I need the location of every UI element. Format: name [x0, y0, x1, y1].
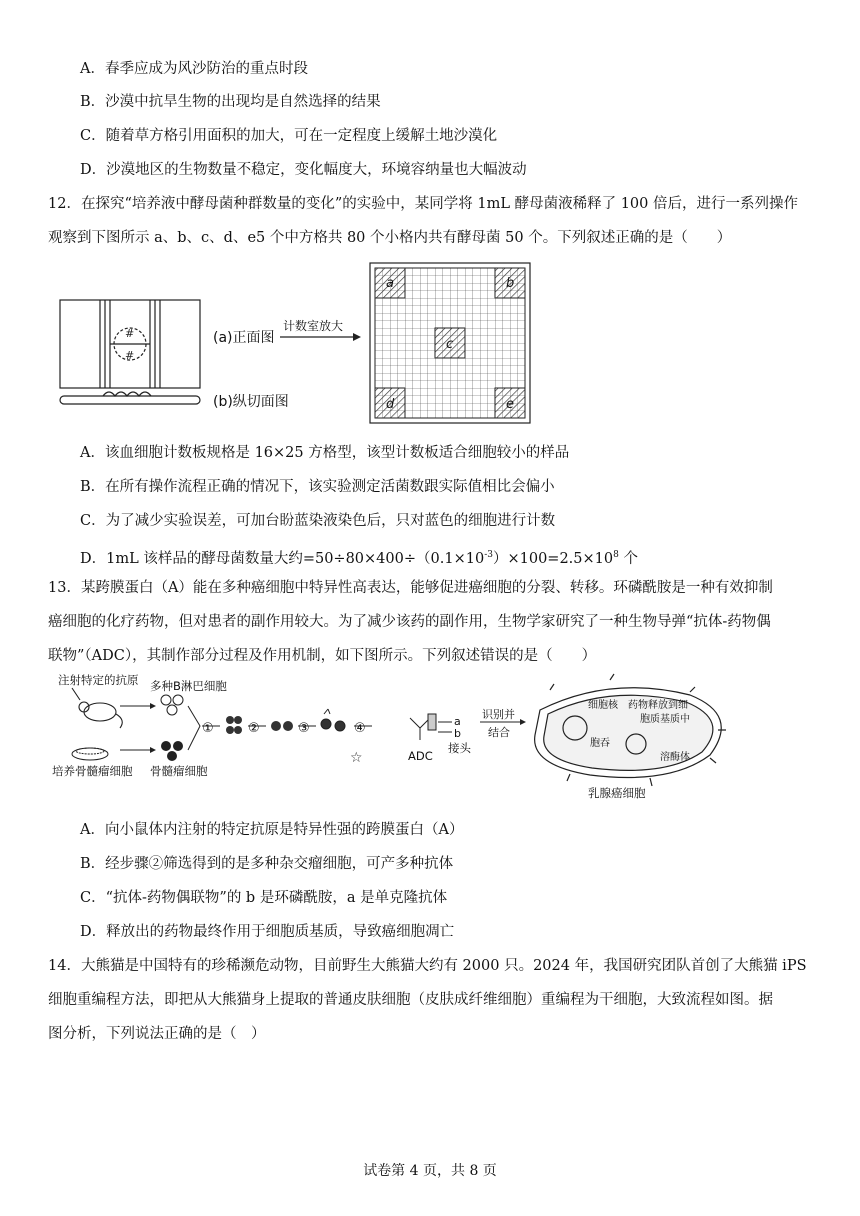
q14-stem-line1: 14．大熊猫是中国特有的珍稀濒危动物，目前野生大熊猫大约有 2000 只。2024 年，我国研究团队首创了大熊猫 iPS — [48, 958, 807, 974]
q11-option-b: B．沙漠中抗旱生物的出现均是自然选择的结果 — [80, 94, 381, 110]
q11-option-d: D．沙漠地区的生物数量不稳定，变化幅度大，环境容纳量也大幅波动 — [80, 162, 527, 178]
section-view-label: (b)纵切面图 — [213, 394, 289, 410]
antigen-injection-label: 注射特定的抗原 — [58, 673, 139, 687]
joint-label: 接头 — [448, 741, 471, 755]
q13-stem-line1: 13．某跨膜蛋白（A）能在多种癌细胞中特异性高表达，能够促进癌细胞的分裂、转移。环磷酰胺是一种有效抑制 — [48, 580, 773, 596]
q14-stem-line2: 细胞重编程方法，即把从大熊猫身上提取的普通皮肤细胞（皮肤成纤维细胞）重编程为干细胞，大致流程如图。据 — [48, 992, 773, 1008]
breast-cancer-cell-label: 乳腺癌细胞 — [588, 786, 646, 800]
svg-text:#: # — [125, 349, 135, 362]
mouse-icon — [72, 688, 122, 728]
svg-text:☆: ☆ — [350, 750, 363, 766]
svg-text:#: # — [125, 327, 135, 340]
q13-figure — [50, 670, 770, 820]
step-3: ③ — [298, 721, 310, 736]
counting-chamber-section-view — [60, 392, 200, 404]
drug-release-label-line2: 胞质基质中 — [640, 714, 690, 725]
drug-release-label-line1: 药物释放到细 — [628, 700, 688, 711]
nucleus-label: 细胞核 — [588, 700, 618, 711]
square-label-d: d — [386, 397, 395, 412]
q14-stem-line3: 图分析，下列说法正确的是（ ） — [48, 1026, 266, 1042]
myeloma-cells-icon — [161, 741, 183, 761]
antibody-producing-cells-icon — [321, 709, 345, 731]
q13-option-b: B．经步骤②筛选得到的是多种杂交瘤细胞，可产多种抗体 — [80, 856, 454, 872]
q12-option-b: B．在所有操作流程正确的情况下，该实验测定活菌数跟实际值相比会偏小 — [80, 479, 555, 495]
square-label-a: a — [386, 276, 394, 291]
recognize-label-line1: 识别并 — [482, 708, 515, 721]
q12-figure — [55, 258, 575, 433]
q12-option-a: A．该血细胞计数板规格是 16×25 方格型，该型计数板适合细胞较小的样品 — [80, 445, 570, 461]
adc-icon — [410, 714, 452, 740]
q12-stem-line1: 12．在探究“培养液中酵母菌种群数量的变化”的实验中，某同学将 1mL 酵母菌液稀释了 100 倍后，进行一系列操作 — [48, 196, 798, 212]
culture-dish-icon — [72, 748, 108, 760]
adc-part-a: a — [454, 715, 461, 728]
counting-chamber-front-view — [60, 300, 200, 388]
recognize-label-line2: 结合 — [488, 726, 510, 739]
q12-option-d: D．1mL 该样品的酵母菌数量大约$=50\div 80\times 400\div(0.1\times 10^{-3})\times 100=2.5\times 10^8$ 个 — [80, 550, 638, 567]
q12-stem-line2: 观察到下图所示 a、b、c、d、e5 个中方格共 80 个小格内共有酵母菌 50 个。下列叙述正确的是（ ） — [48, 230, 732, 246]
endocytosis-label: 胞吞 — [590, 738, 610, 749]
front-view-label: (a)正面图 — [213, 330, 275, 346]
b-cells-label: 多种B淋巴细胞 — [150, 679, 227, 693]
q13-stem-line2: 癌细胞的化疗药物，但对患者的副作用较大。为了减少该药的副作用，生物学家研究了一种生物导弹“抗体-药物偶 — [48, 614, 771, 630]
step-1: ① — [202, 721, 214, 736]
q11-option-c: C．随着草方格引用面积的加大，可在一定程度上缓解土地沙漠化 — [80, 128, 498, 144]
breast-cancer-cell-icon — [535, 674, 726, 786]
lysosome-label: 溶酶体 — [660, 752, 690, 763]
q13-option-c: C．“抗体-药物偶联物”的 b 是环磷酰胺，a 是单克隆抗体 — [80, 890, 448, 906]
adc-part-b: b — [454, 727, 461, 740]
zoom-arrow-label: 计数室放大 — [283, 319, 344, 333]
square-label-e: e — [506, 397, 514, 412]
adc-label: ADC — [408, 749, 433, 763]
q12-option-c: C．为了减少实验误差，可加台盼蓝染液染色后，只对蓝色的细胞进行计数 — [80, 513, 556, 529]
myeloma-culture-label: 培养骨髓瘤细胞 — [52, 764, 133, 778]
q13-option-a: A．向小鼠体内注射的特定抗原是特异性强的跨膜蛋白（A） — [80, 822, 464, 838]
hybridoma-cells-icon — [271, 721, 293, 731]
square-label-c: c — [446, 337, 454, 352]
b-lymphocytes-icon — [161, 695, 183, 715]
q13-stem-line3: 联物”（ADC），其制作部分过程及作用机制，如下图所示。下列叙述错误的是（ ） — [48, 648, 597, 664]
q11-option-a: A．春季应成为风沙防治的重点时段 — [80, 61, 308, 77]
q13-option-d: D．释放出的药物最终作用于细胞质基质，导致癌细胞凋亡 — [80, 924, 455, 940]
fused-cells-icon — [226, 716, 242, 734]
page-footer: 试卷第 4 页，共 8 页 — [363, 1163, 497, 1179]
myeloma-label: 骨髓瘤细胞 — [150, 764, 208, 778]
step-4: ④ — [354, 721, 366, 736]
step-2: ② — [248, 721, 260, 736]
square-label-b: b — [506, 276, 515, 291]
